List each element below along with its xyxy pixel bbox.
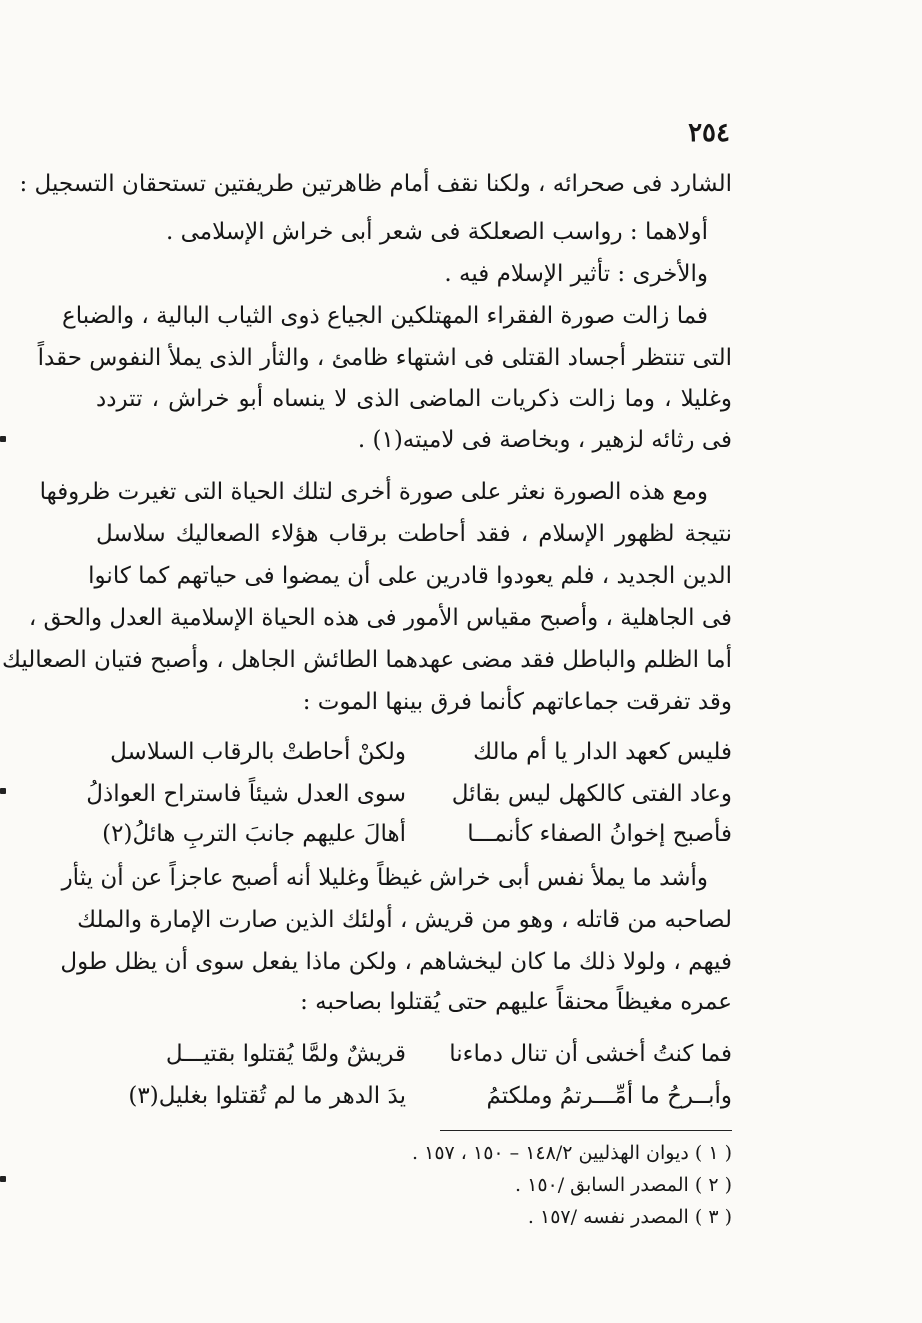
body-line: نتيجة لظهور الإسلام ، فقد أحاطت برقاب هؤلاء الصعاليك سلاسل	[96, 521, 732, 547]
body-line: وقد تفرقت جماعاتهم كأنما فرق بينها الموت :	[302, 689, 732, 715]
verse-line	[96, 1036, 732, 1072]
verse-first-half: فليس كعهد الدار يا أم مالك	[473, 739, 732, 765]
footnote: ( ٢ ) المصدر السابق /١٥٠ .	[515, 1174, 732, 1196]
body-line: أما الظلم والباطل فقد مضى عهدهما الطائش الجاهل ، وأصبح فتيان الصعاليك	[1, 647, 732, 673]
body-line: وأشد ما يملأ نفس أبى خراش غيظاً وغليلا أنه أصبح عاجزاً عن أن يثأر	[61, 865, 708, 891]
body-line: الدين الجديد ، فلم يعودوا قادرين على أن يمضوا فى حياتهم كما كانوا	[88, 563, 732, 589]
body-line: وغليلا ، وما زالت ذكريات الماضى الذى لا ينساه أبو خراش ، تتردد	[96, 386, 732, 412]
body-line: الشارد فى صحرائه ، ولكنا نقف أمام ظاهرتين طريفتين تستحقان التسجيل :	[19, 171, 732, 197]
verse-line	[96, 816, 732, 852]
scan-margin-mark	[0, 436, 6, 442]
body-line: التى تنتظر أجساد القتلى فى اشتهاء ظامئ ، والثأر الذى يملأ النفوس حقداً	[37, 345, 732, 371]
verse-first-half: وعاد الفتى كالكهل ليس بقائل	[451, 781, 732, 807]
verse-line	[96, 1078, 732, 1114]
verse-second-half: سوى العدل شيئاً فاستراح العواذلُ	[86, 781, 406, 807]
verse-second-half: ولكنْ أحاطتْ بالرقاب السلاسل	[110, 739, 406, 765]
verse-first-half: وأبــرحُ ما أمِّـــرتمُ وملكتمُ	[486, 1083, 732, 1109]
footnote: ( ٣ ) المصدر نفسه /١٥٧ .	[527, 1206, 732, 1228]
footnote: ( ١ ) ديوان الهذليين ١٤٨/٢ – ١٥٠ ، ١٥٧ .	[412, 1142, 732, 1164]
verse-line	[86, 776, 732, 812]
page-number: ٢٥٤	[688, 118, 730, 148]
body-line: فيهم ، ولولا ذلك ما كان ليخشاهم ، ولكن ماذا يفعل سوى أن يظل طول	[60, 949, 732, 975]
body-line: فى رثائه لزهير ، وبخاصة فى لاميته(١) .	[357, 427, 732, 453]
scan-margin-mark	[0, 1176, 6, 1182]
verse-second-half: يدَ الدهر ما لم تُقتلوا بغليل(٣)	[128, 1083, 406, 1109]
body-line: ومع هذه الصورة نعثر على صورة أخرى لتلك الحياة التى تغيرت ظروفها	[39, 479, 708, 505]
body-line: عمره مغيظاً محنقاً عليهم حتى يُقتلوا بصاحبه :	[300, 989, 732, 1015]
footnote-divider	[440, 1130, 732, 1131]
verse-line	[96, 734, 732, 770]
verse-first-half: فما كنتُ أخشى أن تنال دماءنا	[449, 1041, 732, 1067]
body-line: فى الجاهلية ، وأصبح مقياس الأمور فى هذه الحياة الإسلامية العدل والحق ،	[28, 605, 732, 631]
body-line: والأخرى : تأثير الإسلام فيه .	[444, 261, 708, 287]
body-line: أولاهما : رواسب الصعلكة فى شعر أبى خراش الإسلامى .	[165, 219, 708, 245]
verse-second-half: قريشٌ ولمَّا يُقتلوا بقتيـــل	[165, 1041, 406, 1067]
body-line: لصاحبه من قاتله ، وهو من قريش ، أولئك الذين صارت الإمارة والملك	[77, 907, 732, 933]
scan-margin-mark	[0, 788, 6, 794]
verse-first-half: فأصبح إخوانُ الصفاء كأنمـــا	[467, 821, 732, 847]
body-line: فما زالت صورة الفقراء المهتلكين الجياع ذوى الثياب البالية ، والضباع	[61, 303, 708, 329]
verse-second-half: أهالَ عليهم جانبَ التربِ هائلُ(٢)	[102, 821, 406, 847]
